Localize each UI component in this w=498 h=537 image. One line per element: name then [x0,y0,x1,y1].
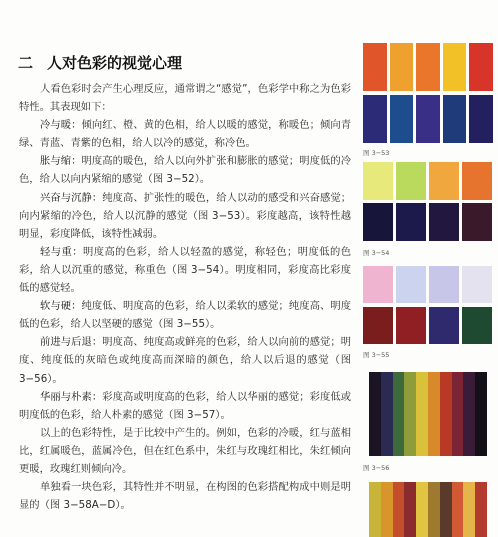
paragraph: 前进与后退：明度高、纯度高或鲜亮的色彩，给人以向前的感觉；明度、纯度低的灰暗色或纯度高而深暗的颜色，给人以后退的感觉（图 3−56）。 [19,336,352,385]
paragraph: 华丽与朴素：彩度高或明度高的色彩，给人以华丽的感觉；彩度低或明度低的色彩，给人朴素的感觉（图 3−57）。 [19,390,352,421]
section-title: 人对色彩的视觉心理 [47,54,183,72]
color-swatch [396,266,426,303]
color-stripe [452,372,464,456]
color-swatch [363,162,393,200]
color-swatch [390,95,414,143]
swatch-row [363,266,493,303]
color-swatch [390,43,414,91]
paragraph: 兴奋与沉静：纯度高、扩张性的暖色，给人以动的感受和兴奋感觉；向内紧缩的冷色，给人以沉静的感觉（图 3−53）。彩度越高，该特性越明显，彩度降低，该特性减弱。 [19,191,352,240]
figure-caption: 图 3−55 [363,351,390,359]
swatch-row [363,307,493,344]
color-swatch [416,95,440,143]
paragraph: 软与硬：纯度低、明度高的色彩，给人以柔软的感觉；纯度高、明度低的色彩，给人以坚硬的感觉（图 3−55）。 [19,300,352,331]
section-heading [18,52,182,73]
color-stripe [393,482,405,537]
figure-caption: 图 3−53 [363,149,390,157]
paragraph: 胀与缩：明度高的暖色，给人以向外扩张和膨胀的感觉；明度低的冷色，给人以向内紧缩的感觉（图 3−52）。 [19,155,352,186]
figure-caption: 图 3−54 [363,249,390,257]
body-text [19,80,351,514]
color-stripe [381,372,393,456]
swatch-row [363,162,493,200]
color-swatch [363,203,393,241]
swatch-row [363,43,493,91]
color-stripe [463,372,475,456]
paragraph: 冷与暖：倾向红、橙、黄的色相，给人以暖的感觉，称暖色；倾向青绿、青蓝、青紫的色相，给人以冷的感觉，称冷色。 [19,119,352,150]
section-number: 二 [18,54,34,72]
color-swatch [429,162,459,200]
color-stripe [475,482,487,537]
color-swatch [363,95,387,143]
color-stripe [440,372,452,456]
color-swatch [462,162,492,200]
color-stripe [440,482,452,537]
color-swatch [363,307,393,344]
paragraph: 轻与重：明度高的色彩，给人以轻盈的感觉，称轻色；明度低的色彩，给人以沉重的感觉，称重色（图 3−54）。明度相同，彩度高比彩度低的感觉轻。 [19,245,352,295]
color-stripe [369,372,381,456]
color-stripe [452,482,464,537]
color-swatch [469,95,493,143]
paragraph: 人看色彩时会产生心理反应，通常谓之“感觉”，色彩学中称之为色彩特性。其表现如下： [19,83,351,114]
color-swatch [416,43,440,91]
color-stripe [463,482,475,537]
color-swatch [462,203,492,241]
color-swatch [363,43,387,91]
color-stripe [404,482,416,537]
color-swatch [443,43,467,91]
color-swatch [443,95,467,143]
color-stripe [428,482,440,537]
color-stripe [428,372,440,456]
color-swatch [363,266,393,303]
color-stripe [404,372,416,456]
figure-3-57 [369,482,487,537]
figure-3-54 [363,162,493,242]
color-stripe [393,372,405,456]
color-swatch [429,307,459,344]
color-stripe [369,482,381,537]
color-swatch [429,266,459,303]
color-swatch [462,266,492,303]
color-swatch [396,307,426,344]
color-swatch [429,203,459,241]
color-swatch [469,43,493,91]
color-swatch [396,162,426,200]
figure-3-53 [363,43,493,143]
color-stripe [475,372,487,456]
paragraph: 以上的色彩特性，是于比较中产生的。例如，色彩的冷暖，红与蓝相比，红属暖色，蓝属冷色，但在红色系中，朱红与玫瑰红相比，朱红倾向更暖，玫瑰红则倾向冷。 [19,426,351,475]
swatch-row [363,203,493,241]
color-swatch [396,203,426,241]
swatch-row [363,95,493,143]
color-stripe [381,482,393,537]
color-stripe [416,372,428,456]
color-swatch [462,307,492,344]
paragraph: 单独看一块色彩，其特性并不明显，在构图的色彩搭配构成中则是明显的（图 3−58A−D）。 [19,481,351,512]
figure-3-56 [369,372,487,456]
figure-caption: 图 3−56 [363,464,390,472]
figure-3-55 [363,266,493,344]
color-stripe [416,482,428,537]
